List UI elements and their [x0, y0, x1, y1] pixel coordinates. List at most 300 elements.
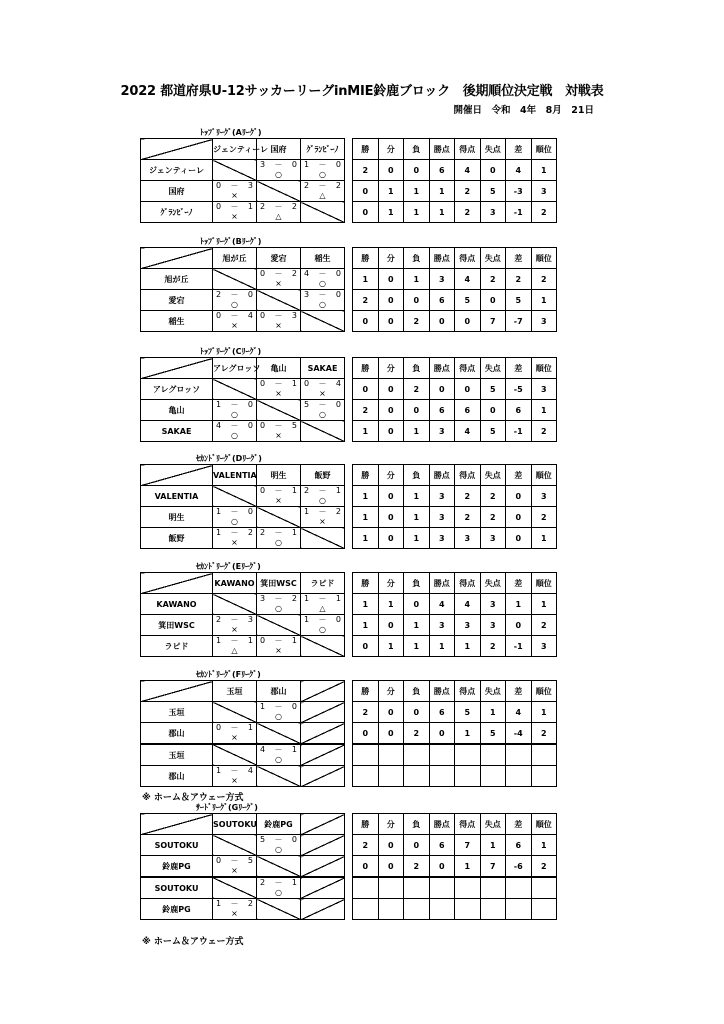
- empty-cell: [301, 877, 345, 899]
- stat-header: 得点: [455, 465, 481, 486]
- score: [216, 528, 253, 538]
- stat-value: 0: [506, 507, 532, 528]
- team-row: [141, 160, 557, 181]
- score-away: 3: [247, 615, 253, 624]
- score-away: 4: [247, 311, 253, 320]
- score-home: 1: [304, 615, 310, 624]
- score-away: 4: [247, 766, 253, 775]
- score-away: 0: [335, 400, 341, 409]
- score: [304, 615, 341, 625]
- score: [260, 835, 297, 845]
- column-team-header: 飯野: [301, 465, 345, 486]
- spacer-cell: [345, 814, 353, 835]
- self-match-cell: [301, 421, 345, 442]
- result-mark: △: [275, 212, 282, 221]
- stat-value: [429, 766, 455, 787]
- score-home: 1: [304, 160, 310, 169]
- score: [304, 269, 341, 279]
- stat-value: 1: [378, 181, 404, 202]
- stat-value: 3: [531, 379, 557, 400]
- empty-cell: [301, 766, 345, 787]
- score-away: 1: [291, 636, 297, 645]
- stat-value: 5: [480, 379, 506, 400]
- stat-header: 勝: [353, 681, 379, 702]
- stat-value: 3: [429, 528, 455, 549]
- empty-cell: [301, 723, 345, 745]
- score-away: 2: [335, 181, 341, 190]
- stat-value: 2: [353, 400, 379, 421]
- stat-value: [404, 899, 430, 920]
- stat-header: 負: [404, 248, 430, 269]
- score: [260, 202, 297, 212]
- stat-value: 1: [353, 507, 379, 528]
- stat-value: 1: [531, 160, 557, 181]
- stat-value: 2: [480, 507, 506, 528]
- result-mark: ×: [275, 279, 282, 288]
- score-home: 0: [216, 311, 222, 320]
- standings-table: [140, 357, 557, 442]
- stat-header: 分: [378, 465, 404, 486]
- score-home: 3: [260, 160, 266, 169]
- team-row: [141, 877, 557, 899]
- stat-header: 差: [506, 814, 532, 835]
- stat-value: 1: [531, 528, 557, 549]
- match-result: [257, 269, 301, 290]
- score-dash: －: [230, 400, 239, 409]
- stat-value: 0: [353, 636, 379, 657]
- score: [216, 181, 253, 191]
- stat-header: 勝: [353, 814, 379, 835]
- stat-value: 1: [404, 202, 430, 223]
- stat-value: 0: [378, 856, 404, 878]
- stat-value: 0: [378, 379, 404, 400]
- stat-value: 0: [378, 528, 404, 549]
- empty-cell: [301, 856, 345, 878]
- stat-value: -1: [506, 421, 532, 442]
- match-result: [301, 594, 345, 615]
- match-result: [257, 528, 301, 549]
- stat-value: 6: [429, 290, 455, 311]
- stat-value: 5: [480, 723, 506, 745]
- score-home: 2: [216, 615, 222, 624]
- spacer-cell: [345, 507, 353, 528]
- score-away: 1: [291, 528, 297, 537]
- result-mark: ○: [231, 410, 238, 419]
- empty-cell: [301, 899, 345, 920]
- stat-value: 1: [455, 636, 481, 657]
- team-row: [141, 181, 557, 202]
- score-dash: －: [318, 269, 327, 278]
- score: [216, 766, 253, 776]
- column-team-header: 明生: [257, 465, 301, 486]
- score: [216, 615, 253, 625]
- corner-cell: [141, 248, 213, 269]
- result-mark: ×: [231, 538, 238, 547]
- stat-value: 2: [506, 269, 532, 290]
- result-mark: ○: [231, 517, 238, 526]
- spacer-cell: [345, 528, 353, 549]
- score-away: 2: [291, 594, 297, 603]
- stat-header: 勝: [353, 573, 379, 594]
- score-home: 1: [304, 594, 310, 603]
- stat-header: 負: [404, 358, 430, 379]
- match-result: [257, 702, 301, 723]
- stat-header: 分: [378, 681, 404, 702]
- empty-cell: [301, 744, 345, 766]
- spacer-cell: [345, 835, 353, 856]
- score-dash: －: [318, 615, 327, 624]
- score-dash: －: [318, 400, 327, 409]
- stat-value: 3: [480, 202, 506, 223]
- stat-value: 2: [531, 269, 557, 290]
- team-row: [141, 311, 557, 332]
- match-result: [257, 835, 301, 856]
- score-home: 2: [304, 486, 310, 495]
- team-name: 愛宕: [141, 290, 213, 311]
- score-dash: －: [230, 507, 239, 516]
- self-match-cell: [213, 486, 257, 507]
- stat-header: 得点: [455, 358, 481, 379]
- self-match-cell: [257, 507, 301, 528]
- score-home: 0: [260, 636, 266, 645]
- stat-value: 0: [404, 160, 430, 181]
- match-result: [257, 486, 301, 507]
- header-row: [141, 681, 557, 702]
- stat-value: 2: [353, 290, 379, 311]
- stat-value: 5: [480, 421, 506, 442]
- standings-table: [140, 464, 557, 549]
- stat-value: 1: [531, 290, 557, 311]
- self-match-cell: [257, 766, 301, 787]
- stat-value: 3: [480, 615, 506, 636]
- result-mark: △: [319, 191, 326, 200]
- stat-header: 勝: [353, 358, 379, 379]
- score-home: 4: [304, 269, 310, 278]
- stat-header: 負: [404, 573, 430, 594]
- column-team-header: 稲生: [301, 248, 345, 269]
- stat-value: 0: [480, 160, 506, 181]
- team-name: ジェンティーレ: [141, 160, 213, 181]
- score-away: 2: [291, 202, 297, 211]
- result-mark: ×: [231, 866, 238, 875]
- spacer-cell: [345, 636, 353, 657]
- stat-value: 0: [404, 835, 430, 856]
- self-match-cell: [257, 290, 301, 311]
- score-away: 0: [247, 507, 253, 516]
- team-row: [141, 702, 557, 723]
- score-home: 1: [304, 507, 310, 516]
- match-result: [301, 290, 345, 311]
- team-row: [141, 723, 557, 745]
- team-name: 郡山: [141, 723, 213, 745]
- stat-value: 0: [429, 311, 455, 332]
- stat-header: 分: [378, 814, 404, 835]
- league-name: ﾄｯﾌﾟﾘｰｸﾞ(Cﾘｰｸﾞ): [200, 347, 262, 356]
- stat-header: 負: [404, 139, 430, 160]
- column-team-header: 亀山: [257, 358, 301, 379]
- stat-header: 分: [378, 573, 404, 594]
- empty-cell: [301, 702, 345, 723]
- result-mark: ×: [231, 776, 238, 785]
- score-home: 2: [260, 878, 266, 887]
- result-mark: ○: [275, 538, 282, 547]
- stat-value: [378, 744, 404, 766]
- stat-value: 4: [455, 160, 481, 181]
- score: [216, 507, 253, 517]
- score-dash: －: [274, 636, 283, 645]
- stat-header: 順位: [531, 465, 557, 486]
- stat-value: [378, 899, 404, 920]
- score-home: 1: [216, 636, 222, 645]
- stat-value: 4: [455, 421, 481, 442]
- score-dash: －: [274, 878, 283, 887]
- score-home: 5: [304, 400, 310, 409]
- score-away: 1: [335, 486, 341, 495]
- score: [304, 486, 341, 496]
- team-name: アレグロッソ: [141, 379, 213, 400]
- stat-value: 2: [480, 636, 506, 657]
- stat-value: [455, 744, 481, 766]
- score-dash: －: [274, 202, 283, 211]
- spacer-cell: [345, 400, 353, 421]
- team-name: KAWANO: [141, 594, 213, 615]
- spacer-cell: [345, 421, 353, 442]
- score-away: 2: [291, 269, 297, 278]
- match-result: [257, 594, 301, 615]
- stat-value: [531, 899, 557, 920]
- result-mark: ○: [275, 888, 282, 897]
- team-row: [141, 202, 557, 223]
- score-home: 2: [260, 202, 266, 211]
- team-name: 亀山: [141, 400, 213, 421]
- spacer-cell: [345, 702, 353, 723]
- stat-value: 0: [455, 311, 481, 332]
- stat-value: 6: [429, 835, 455, 856]
- column-team-header: SAKAE: [301, 358, 345, 379]
- score-home: 2: [304, 181, 310, 190]
- result-mark: ×: [275, 389, 282, 398]
- stat-value: 1: [506, 594, 532, 615]
- stat-value: 7: [455, 835, 481, 856]
- stat-header: 勝: [353, 465, 379, 486]
- stat-header: 順位: [531, 139, 557, 160]
- match-result: [213, 766, 257, 787]
- stat-value: 3: [429, 421, 455, 442]
- spacer-cell: [345, 877, 353, 899]
- team-name: 鈴鹿PG: [141, 899, 213, 920]
- score: [260, 486, 297, 496]
- spacer-cell: [345, 681, 353, 702]
- stat-value: 2: [353, 702, 379, 723]
- score: [216, 723, 253, 733]
- stat-value: 1: [353, 421, 379, 442]
- column-team-header: KAWANO: [213, 573, 257, 594]
- team-name: ラピド: [141, 636, 213, 657]
- stat-value: 0: [353, 379, 379, 400]
- stat-value: [455, 766, 481, 787]
- score-away: 1: [247, 636, 253, 645]
- score: [260, 421, 297, 431]
- spacer-cell: [345, 723, 353, 745]
- self-match-cell: [301, 528, 345, 549]
- stat-value: 1: [531, 400, 557, 421]
- column-team-header: VALENTIA: [213, 465, 257, 486]
- score-home: 2: [216, 290, 222, 299]
- header-row: [141, 465, 557, 486]
- stat-value: 1: [531, 702, 557, 723]
- stat-header: 差: [506, 139, 532, 160]
- score: [304, 290, 341, 300]
- match-result: [301, 507, 345, 528]
- score-dash: －: [230, 723, 239, 732]
- score: [216, 311, 253, 321]
- stat-value: [531, 744, 557, 766]
- score-dash: －: [274, 269, 283, 278]
- stat-value: 0: [378, 400, 404, 421]
- stat-value: 1: [378, 636, 404, 657]
- stat-value: [455, 877, 481, 899]
- stat-value: 2: [531, 723, 557, 745]
- stat-value: 0: [378, 702, 404, 723]
- score-away: 1: [291, 878, 297, 887]
- score-home: 5: [260, 835, 266, 844]
- match-result: [301, 379, 345, 400]
- stat-value: 0: [353, 181, 379, 202]
- score-away: 1: [291, 486, 297, 495]
- team-name: 郡山: [141, 766, 213, 787]
- score-away: 2: [247, 899, 253, 908]
- empty-header-cell: [301, 814, 345, 835]
- score-dash: －: [274, 311, 283, 320]
- spacer-cell: [345, 139, 353, 160]
- stat-value: 1: [531, 835, 557, 856]
- score: [216, 636, 253, 646]
- match-result: [301, 615, 345, 636]
- corner-cell: [141, 139, 213, 160]
- score-away: 1: [291, 745, 297, 754]
- header-row: [141, 139, 557, 160]
- column-team-header: 郡山: [257, 681, 301, 702]
- stat-value: [506, 766, 532, 787]
- score-home: 2: [260, 528, 266, 537]
- score-dash: －: [230, 181, 239, 190]
- stat-header: 順位: [531, 681, 557, 702]
- stat-header: 失点: [480, 248, 506, 269]
- spacer-cell: [345, 358, 353, 379]
- score-dash: －: [230, 766, 239, 775]
- team-name: 箕田WSC: [141, 615, 213, 636]
- result-mark: ○: [275, 604, 282, 613]
- stat-value: [404, 877, 430, 899]
- stat-value: -1: [506, 636, 532, 657]
- stat-value: -3: [506, 181, 532, 202]
- league-name: ﾄｯﾌﾟﾘｰｸﾞ(Bﾘｰｸﾞ): [200, 237, 262, 246]
- stat-value: 0: [353, 202, 379, 223]
- spacer-cell: [345, 465, 353, 486]
- team-name: 明生: [141, 507, 213, 528]
- score-dash: －: [230, 899, 239, 908]
- spacer-cell: [345, 269, 353, 290]
- stat-value: 0: [378, 311, 404, 332]
- score: [216, 899, 253, 909]
- stat-value: 2: [455, 202, 481, 223]
- stat-value: 6: [429, 702, 455, 723]
- column-team-header: 国府: [257, 139, 301, 160]
- stat-value: [506, 899, 532, 920]
- team-name: 玉垣: [141, 702, 213, 723]
- stat-header: 勝点: [429, 358, 455, 379]
- stat-header: 負: [404, 814, 430, 835]
- stat-value: 0: [378, 160, 404, 181]
- spacer-cell: [345, 899, 353, 920]
- stat-value: [429, 877, 455, 899]
- score-away: 1: [335, 594, 341, 603]
- score-dash: －: [230, 290, 239, 299]
- stat-value: [429, 899, 455, 920]
- column-team-header: 玉垣: [213, 681, 257, 702]
- score-away: 3: [247, 181, 253, 190]
- stat-value: 1: [404, 181, 430, 202]
- stat-value: 1: [378, 594, 404, 615]
- result-mark: ×: [275, 496, 282, 505]
- stat-value: [480, 877, 506, 899]
- team-row: [141, 421, 557, 442]
- score-dash: －: [318, 507, 327, 516]
- match-result: [257, 421, 301, 442]
- score: [216, 856, 253, 866]
- corner-cell: [141, 465, 213, 486]
- match-result: [213, 723, 257, 745]
- match-result: [213, 636, 257, 657]
- stat-header: 失点: [480, 139, 506, 160]
- result-mark: ○: [319, 170, 326, 179]
- score-home: 0: [216, 723, 222, 732]
- score-away: 2: [335, 507, 341, 516]
- score: [304, 379, 341, 389]
- score: [260, 160, 297, 170]
- self-match-cell: [301, 311, 345, 332]
- stat-value: 1: [353, 486, 379, 507]
- score-away: 1: [291, 379, 297, 388]
- corner-cell: [141, 681, 213, 702]
- stat-value: [455, 899, 481, 920]
- self-match-cell: [301, 202, 345, 223]
- stat-value: 1: [429, 202, 455, 223]
- stat-value: 5: [480, 181, 506, 202]
- standings-table: [140, 247, 557, 332]
- stat-value: 0: [353, 723, 379, 745]
- stat-value: 1: [404, 615, 430, 636]
- score: [216, 290, 253, 300]
- score-away: 2: [247, 528, 253, 537]
- match-result: [257, 636, 301, 657]
- score-home: 4: [260, 745, 266, 754]
- result-mark: ×: [231, 909, 238, 918]
- stat-header: 順位: [531, 573, 557, 594]
- team-name: 稲生: [141, 311, 213, 332]
- stat-value: 1: [353, 615, 379, 636]
- score-dash: －: [230, 421, 239, 430]
- stat-value: 4: [429, 594, 455, 615]
- stat-header: 失点: [480, 465, 506, 486]
- self-match-cell: [213, 877, 257, 899]
- stat-header: 負: [404, 681, 430, 702]
- score-dash: －: [230, 311, 239, 320]
- stat-value: 2: [480, 486, 506, 507]
- stat-header: 勝点: [429, 465, 455, 486]
- match-result: [301, 181, 345, 202]
- score-dash: －: [318, 290, 327, 299]
